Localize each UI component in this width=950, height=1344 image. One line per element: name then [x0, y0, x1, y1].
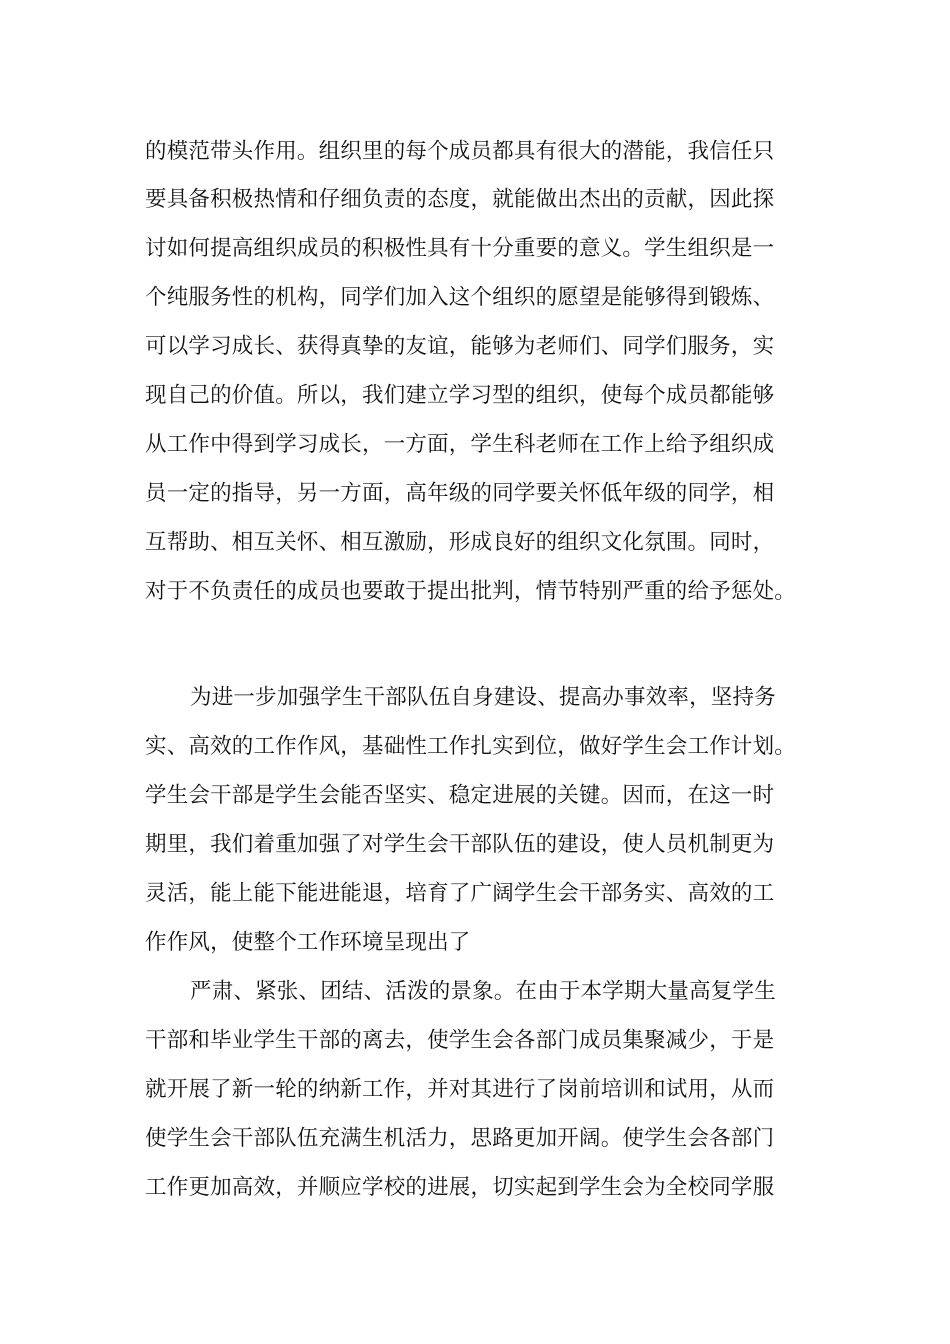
paragraph-1-line-7: 从工作中得到学习成长，一方面，学生科老师在工作上给予组织成: [145, 432, 775, 457]
paragraph-1-line-4: 个纯服务性的机构，同学们加入这个组织的愿望是能够得到锻炼、: [145, 285, 775, 310]
paragraph-3-line-4: 使学生会干部队伍充满生机活力，思路更加开阔。使学生会各部门: [145, 1126, 775, 1151]
paragraph-1-line-2: 要具备积极热情和仔细负责的态度，就能做出杰出的贡献，因此探: [145, 187, 775, 212]
paragraph-1-line-1: 的模范带头作用。组织里的每个成员都具有很大的潜能，我信任只: [145, 139, 775, 164]
paragraph-2-line-6: 作作风，使整个工作环境呈现出了: [145, 930, 471, 955]
paragraph-2-line-3: 学生会干部是学生会能否坚实、稳定进展的关键。因而，在这一时: [145, 783, 775, 808]
paragraph-2-line-5: 灵活，能上能下能进能退，培育了广阔学生会干部务实、高效的工: [145, 881, 775, 906]
paragraph-3-line-1: 严肃、紧张、团结、活泼的景象。在由于本学期大量高复学生: [190, 979, 776, 1004]
paragraph-3-line-2: 干部和毕业学生干部的离去，使学生会各部门成员集聚减少，于是: [145, 1028, 775, 1053]
paragraph-2-line-1: 为进一步加强学生干部队伍自身建设、提高办事效率，坚持务: [190, 685, 776, 710]
paragraph-3-line-3: 就开展了新一轮的纳新工作，并对其进行了岗前培训和试用，从而: [145, 1077, 775, 1102]
paragraph-1-line-5: 可以学习成长、获得真挚的友谊，能够为老师们、同学们服务，实: [145, 334, 775, 359]
paragraph-1-line-3: 讨如何提高组织成员的积极性具有十分重要的意义。学生组织是一: [145, 236, 775, 261]
paragraph-3-line-5: 工作更加高效，并顺应学校的进展，切实起到学生会为全校同学服: [145, 1175, 775, 1200]
paragraph-1-line-6: 现自己的价值。所以，我们建立学习型的组织，使每个成员都能够: [145, 383, 775, 408]
paragraph-1-line-8: 员一定的指导，另一方面，高年级的同学要关怀低年级的同学，相: [145, 481, 775, 506]
paragraph-1-line-9: 互帮助、相互关怀、相互激励，形成良好的组织文化氛围。同时，: [145, 530, 775, 555]
paragraph-2-line-2: 实、高效的工作作风，基础性工作扎实到位，做好学生会工作计划。: [145, 734, 797, 759]
paragraph-1-line-10: 对于不负责任的成员也要敢于提出批判，情节特别严重的给予惩处。: [145, 579, 797, 604]
paragraph-2-line-4: 期里，我们着重加强了对学生会干部队伍的建设，使人员机制更为: [145, 832, 775, 857]
